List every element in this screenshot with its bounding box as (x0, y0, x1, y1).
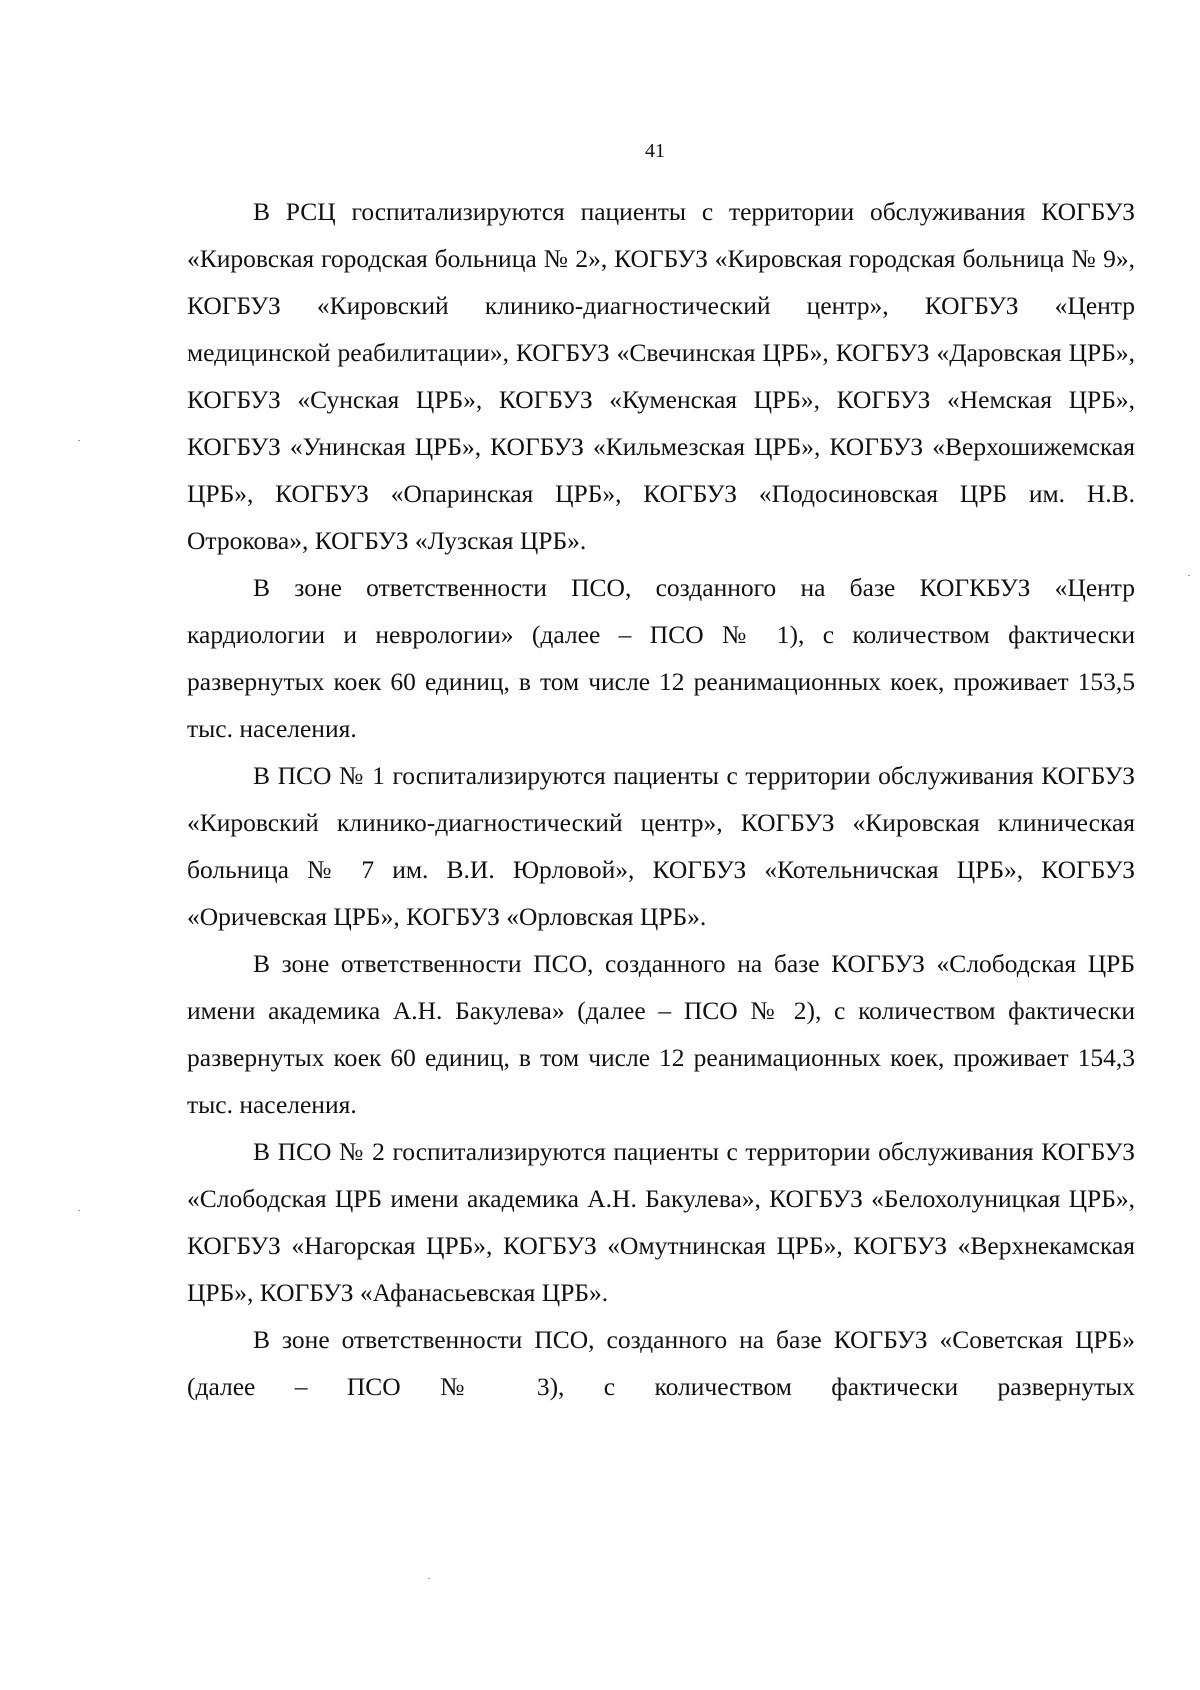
scan-artifact (428, 1578, 430, 1579)
scan-artifact (78, 440, 80, 441)
paragraph-pso2-zone: В зоне ответственности ПСО, созданного на базе КОГБУЗ «Слободская ЦРБ имени академика А.Н. Бакулева» (далее – ПСО № 2), с количеством фактически развернутых коек 60 единиц, в том числе 12 реанимационных коек, проживает 154,3 тыс. населения. (187, 949, 1135, 1119)
paragraph-pso1-hospitalization: В ПСО № 1 госпитализируются пациенты с территории обслуживания КОГБУЗ «Кировский клинико-диагностический центр», КОГБУЗ «Кировская клиническая больница № 7 им. В.И. Юрловой», КОГБУЗ «Котельничская ЦРБ», КОГБУЗ «Оричевская ЦРБ», КОГБУЗ «Орловская ЦРБ». (187, 761, 1135, 931)
paragraph-rsc-hospitalization: В РСЦ госпитализируются пациенты с территории обслуживания КОГБУЗ «Кировская городская больница № 2», КОГБУЗ «Кировская городская больница № 9», КОГБУЗ «Кировский клинико-диагностический центр», КОГБУЗ «Центр медицинской реабилитации», КОГБУЗ «Свечинская ЦРБ», КОГБУЗ «Даровская ЦРБ», КОГБУЗ «Сунская ЦРБ», КОГБУЗ «Куменская ЦРБ», КОГБУЗ «Немская ЦРБ», КОГБУЗ «Унинская ЦРБ», КОГБУЗ «Кильмезская ЦРБ», КОГБУЗ «Верхошижемская ЦРБ», КОГБУЗ «Опаринская ЦРБ», КОГБУЗ «Подосиновская ЦРБ им. Н.В. Отрокова», КОГБУЗ «Лузская ЦРБ». (187, 197, 1135, 555)
scan-artifact (1188, 575, 1190, 576)
paragraph-pso3-zone: В зоне ответственности ПСО, созданного на базе КОГБУЗ «Советская ЦРБ» (далее – ПСО № 3), с количеством фактически развернутых (187, 1325, 1135, 1401)
paragraph-pso1-zone: В зоне ответственности ПСО, созданного на базе КОГКБУЗ «Центр кардиологии и неврологии» (далее – ПСО № 1), с количеством фактически развернутых коек 60 единиц, в том числе 12 реанимационных коек, проживает 153,5 тыс. населения. (187, 573, 1135, 743)
scan-artifact (78, 1210, 80, 1211)
page-number: 41 (645, 140, 665, 162)
document-body (187, 188, 1135, 1410)
paragraph-pso2-hospitalization: В ПСО № 2 госпитализируются пациенты с территории обслуживания КОГБУЗ «Слободская ЦРБ имени академика А.Н. Бакулева», КОГБУЗ «Белохолуницкая ЦРБ», КОГБУЗ «Нагорская ЦРБ», КОГБУЗ «Омутнинская ЦРБ», КОГБУЗ «Верхнекамская ЦРБ», КОГБУЗ «Афанасьевская ЦРБ». (187, 1137, 1135, 1307)
